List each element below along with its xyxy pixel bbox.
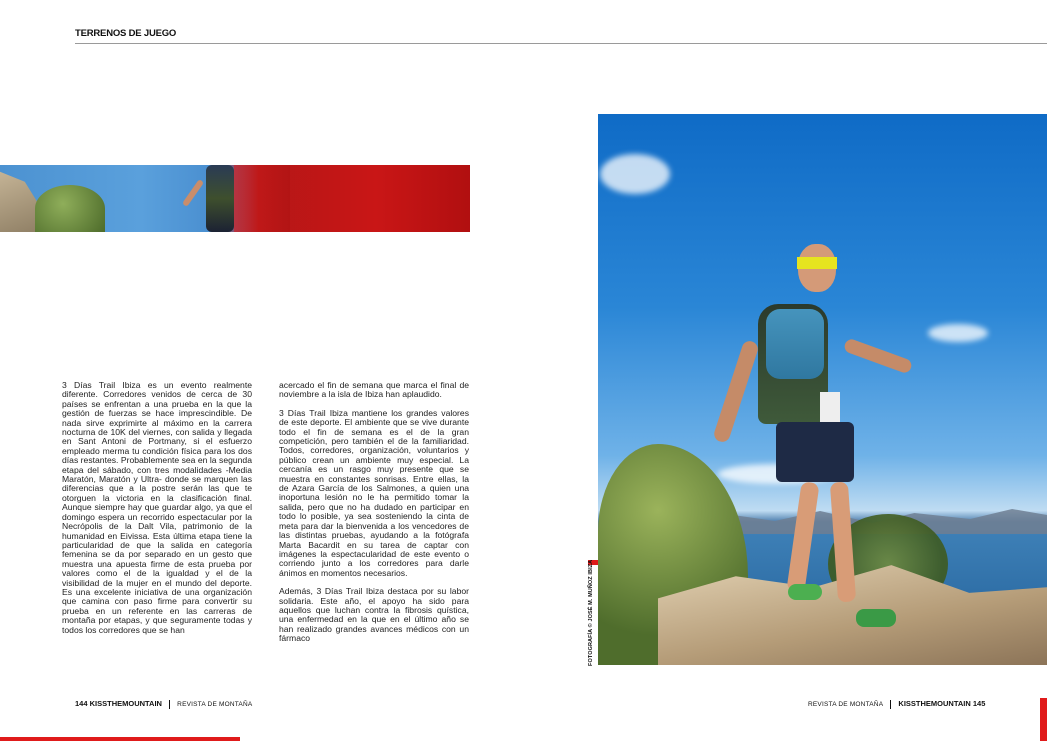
runner-headband bbox=[797, 257, 837, 269]
runner-photo bbox=[598, 114, 1047, 665]
runner-arm bbox=[843, 337, 914, 374]
paragraph: Además, 3 Días Trail Ibiza destaca por su labor solidaria. Este año, el apoyo ha sido para aquellos que luchan contra la fibrosis quística, una enfermedad en la que en el último año se han realizado grandes avances médicos con un fármaco bbox=[279, 586, 469, 644]
banner-photo bbox=[0, 165, 470, 232]
runner-shoe bbox=[856, 609, 896, 627]
footer-separator bbox=[890, 700, 891, 709]
accent-bar-left bbox=[0, 737, 240, 741]
page-number: 145 bbox=[972, 699, 986, 708]
magazine-name: KISSTHEMOUNTAIN bbox=[89, 699, 162, 708]
article-column-1 bbox=[62, 381, 252, 644]
magazine-name: KISSTHEMOUNTAIN bbox=[898, 699, 971, 708]
footer-left bbox=[75, 699, 252, 709]
magazine-tagline: REVISTA DE MONTAÑA bbox=[177, 701, 253, 708]
runner-vest bbox=[766, 309, 824, 379]
runner-shoe bbox=[788, 584, 822, 600]
paragraph: 3 Días Trail Ibiza mantiene los grandes valores de este deporte. El ambiente que se vive durante todo el fin de semana es el de la gran competición, pero también el de la familiaridad. Todos, corredores, organización, voluntarios y público crean un ambiente muy especial. La cercanía es un rasgo muy presente que se muestra en constantes sonrisas. Entre ellas, la de Azara García de los Salmones, a quien una inoportuna lesión no le ha permitido tomar la salida, pero que no ha dudado en participar en todo lo posible, ya sea sosteniendo la cinta de meta para dar la bienvenida a los vencedores de las distintas pruebas, ayudando a la fotógrafa Marta Bacardit en su tarea de captar con imágenes la espectacularidad de este evento o corriendo junto a los corredores para darle ánimos en momentos necesarios. bbox=[279, 407, 469, 578]
paragraph: acercado el fin de semana que marca el final de noviembre a la isla de Ibiza han aplaudido. bbox=[279, 380, 469, 400]
runner-arm bbox=[712, 339, 760, 444]
banner-red-figure bbox=[234, 165, 290, 232]
footer-right bbox=[808, 699, 985, 709]
page-number: 144 bbox=[75, 699, 88, 708]
banner-runner-arm bbox=[182, 179, 204, 207]
header-rule bbox=[75, 43, 1047, 44]
accent-bar-right bbox=[1040, 698, 1047, 741]
banner-bush bbox=[35, 185, 105, 232]
footer-separator bbox=[169, 700, 170, 709]
photo-credit: FOTOGRAFÍA © JOSÉ M. MUÑOZ IBIZA bbox=[588, 559, 594, 666]
article-column-2 bbox=[279, 381, 469, 653]
cloud bbox=[600, 154, 670, 194]
banner-runner bbox=[206, 165, 234, 232]
magazine-tagline: REVISTA DE MONTAÑA bbox=[808, 701, 884, 708]
section-title: TERRENOS DE JUEGO bbox=[75, 28, 177, 39]
runner-shorts bbox=[776, 422, 854, 482]
cloud bbox=[928, 324, 988, 342]
paragraph: 3 Días Trail Ibiza es un evento realmente diferente. Corredores venidos de cerca de 30 países se enfrentan a una prueba en la que la gestión de fuerzas se hace imprescindible. De nada sirve exprimirte al máximo en la carrera nocturna de 10K del viernes, con salida y llegada en Sant Antoni de Portmany, si el esfuerzo empleado merma tu condición física para los dos días restantes. Probablemente sea en la segunda etapa del sábado, con tres modalidades -Media Maratón, Maratón y Ultra- donde se marquen las diferencias que a la postre serán las que te otorguen la victoria en la clasificación final. Aunque siempre hay que guardar algo, ya que el domingo espera un recorrido espectacular por la Necrópolis de la Dalt Vila, patrimonio de la humanidad en Eivissa. Esta última etapa tiene la particularidad de que la salida en categoría femenina se da por separado en un gesto que muestra una apuesta firme de esta prueba por valores como el de la igualdad y el de la visibilidad de la mujer en el mundo del deporte. Es una excelente iniciativa de una organización que camina con paso firme para convertir su prueba en un referente en las carreras de montaña por etapas, y que seguramente todas y todos los corredores que se han bbox=[62, 380, 252, 635]
